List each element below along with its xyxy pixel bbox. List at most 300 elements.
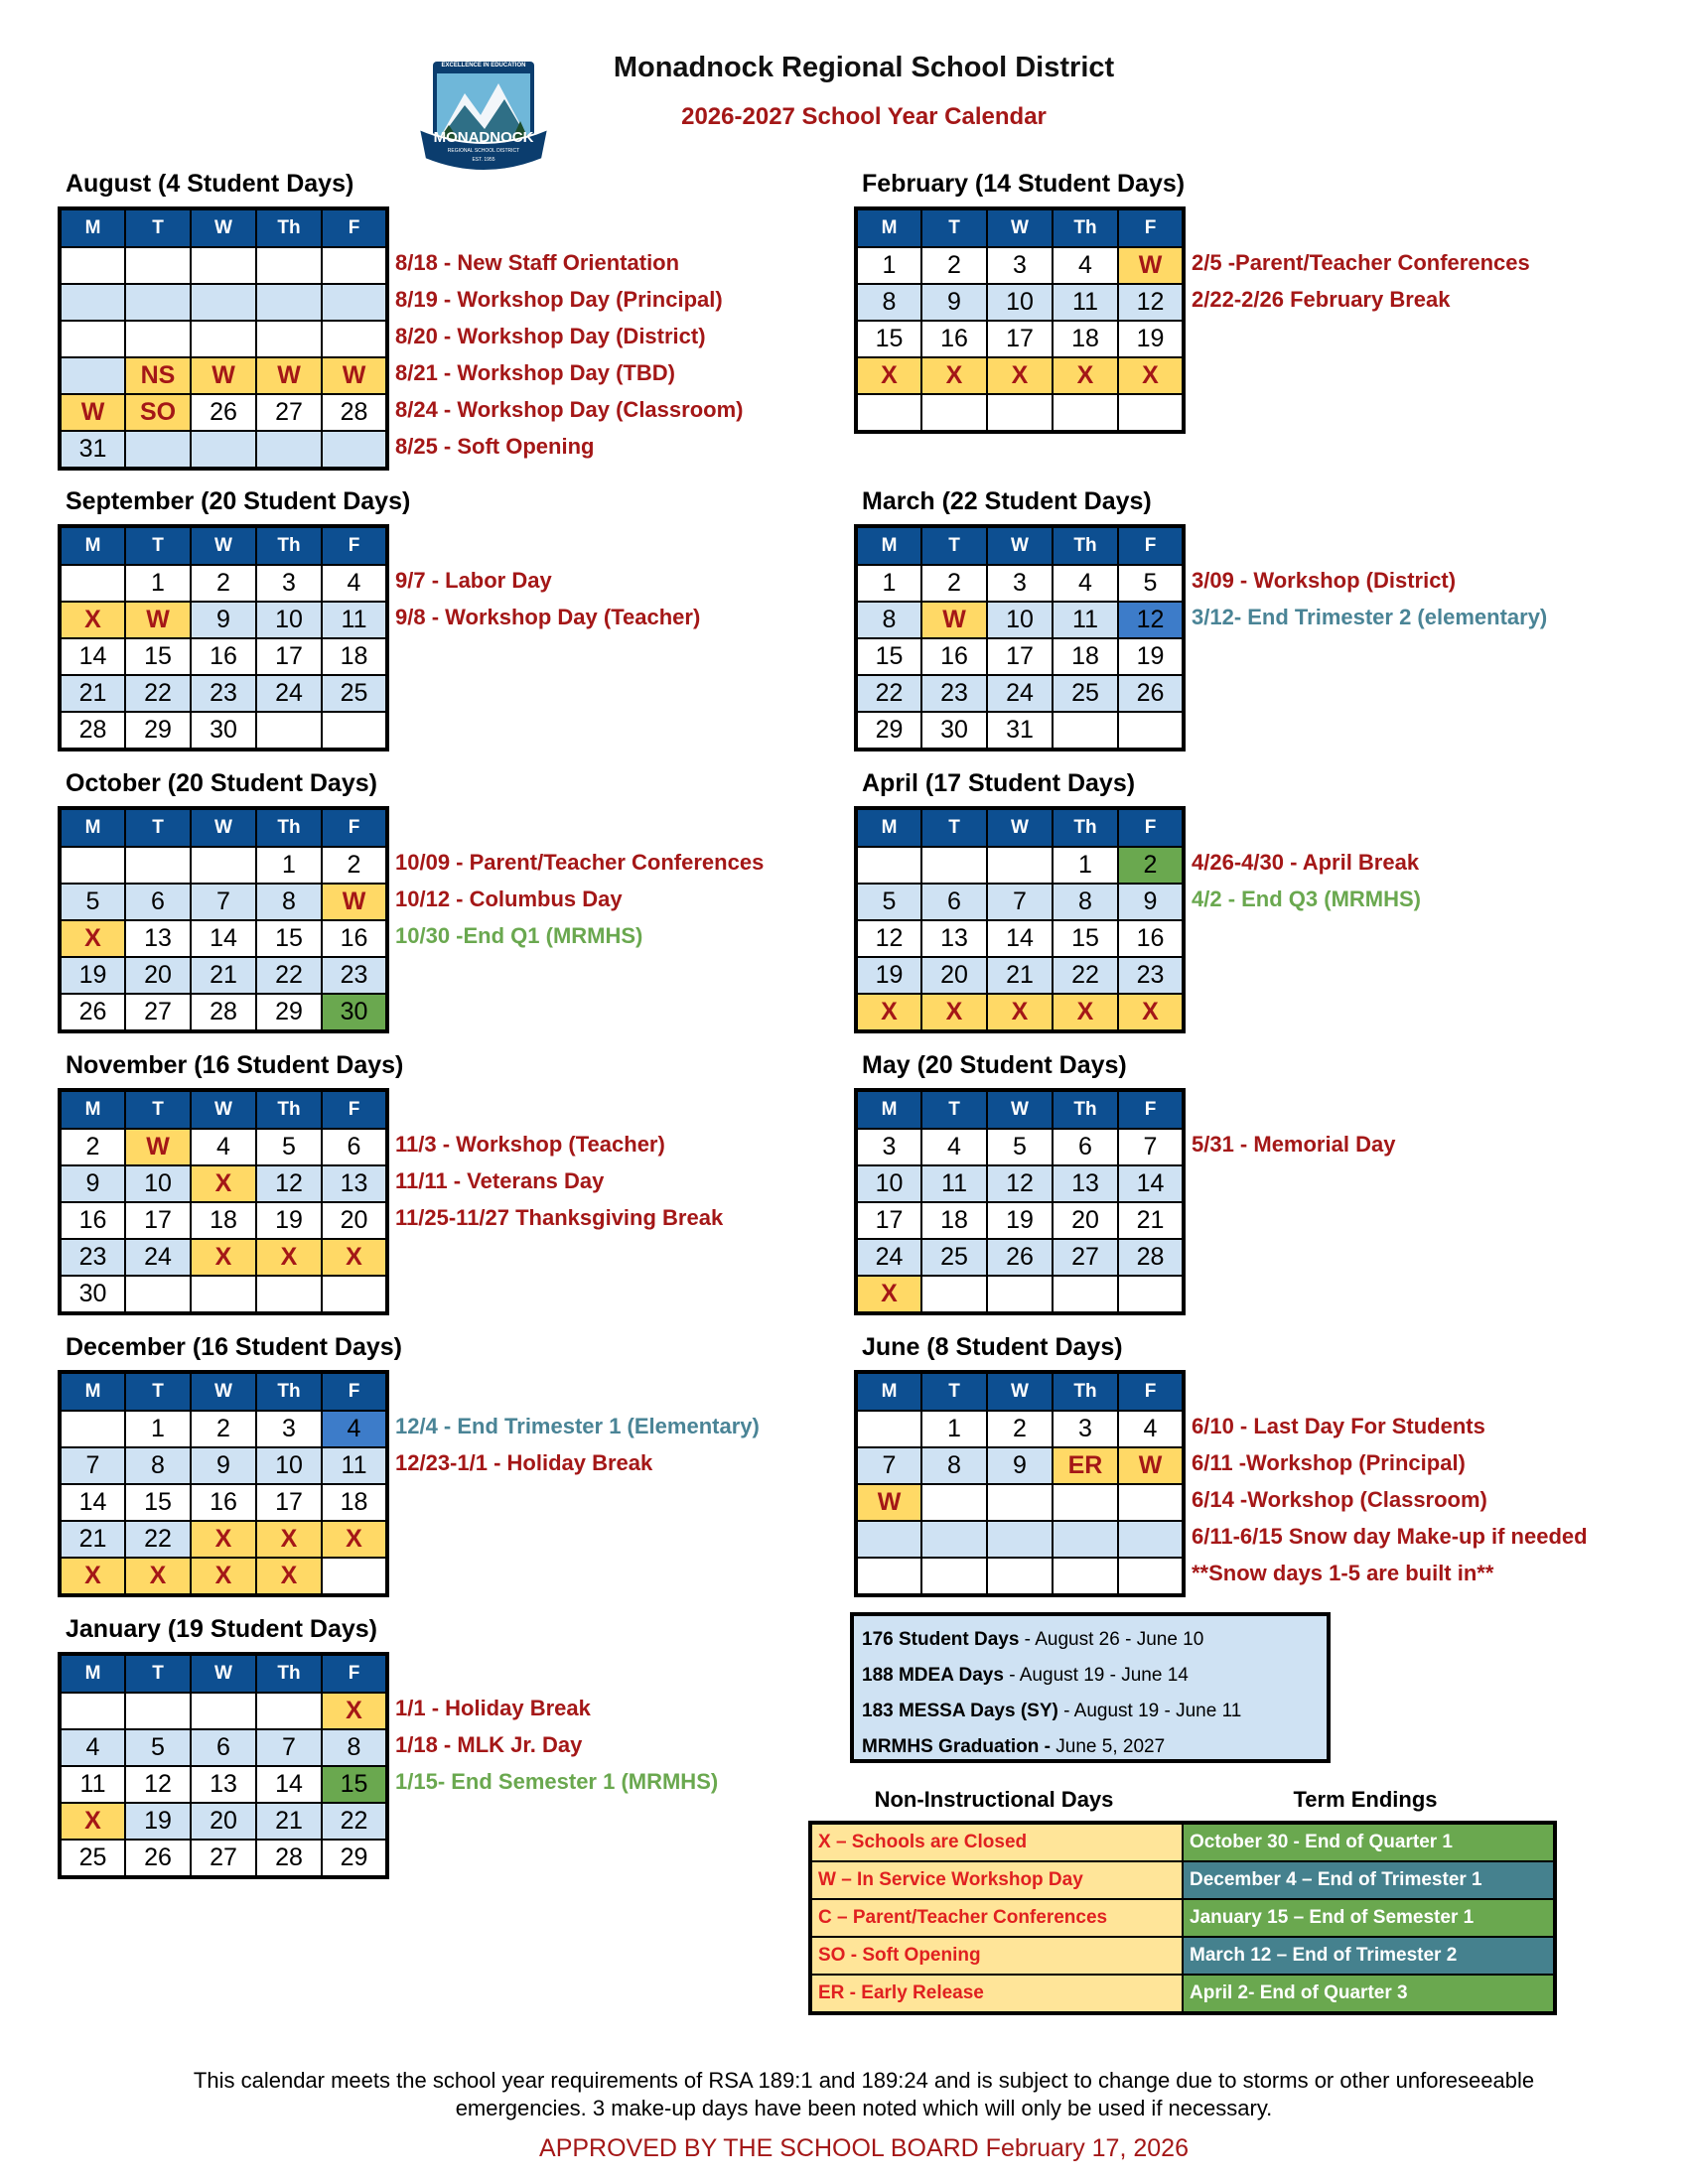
day-cell: 30: [191, 712, 256, 750]
calendar-june: [854, 1370, 1186, 1597]
day-cell: 20: [125, 957, 191, 994]
day-cell: 15: [322, 1766, 387, 1803]
weekday-header: Th: [1053, 1372, 1118, 1411]
week-row: [60, 602, 387, 638]
day-cell: 25: [60, 1840, 125, 1877]
day-cell: [256, 247, 322, 284]
logo-est: EST. 1955: [472, 157, 495, 163]
weekday-header: W: [191, 1654, 256, 1693]
weekday-header: F: [322, 1372, 387, 1411]
week-row: [60, 357, 387, 394]
week-row: [60, 920, 387, 957]
day-cell: 8: [256, 884, 322, 920]
day-cell: 3: [256, 565, 322, 602]
day-cell: 19: [856, 957, 921, 994]
day-cell: [322, 247, 387, 284]
day-cell: 4: [322, 565, 387, 602]
day-cell: 23: [60, 1239, 125, 1276]
day-cell: 26: [1118, 675, 1184, 712]
day-cell: [256, 321, 322, 357]
day-cell: X: [125, 1558, 191, 1595]
day-cell: X: [60, 1803, 125, 1840]
day-cell: 2: [921, 247, 987, 284]
month-note: 12/4 - End Trimester 1 (Elementary): [395, 1414, 760, 1438]
week-row: [856, 884, 1184, 920]
day-cell: 17: [987, 638, 1053, 675]
day-cell: X: [191, 1521, 256, 1558]
day-cell: 25: [921, 1239, 987, 1276]
day-cell: X: [1053, 994, 1118, 1031]
day-cell: [856, 1558, 921, 1595]
day-cell: [125, 431, 191, 469]
week-row: [856, 1129, 1184, 1165]
month-title-january: January (19 Student Days): [66, 1615, 377, 1643]
day-cell: 18: [1053, 638, 1118, 675]
weekday-header: W: [987, 526, 1053, 565]
month-title-february: February (14 Student Days): [862, 170, 1186, 198]
calendar-november: [58, 1088, 389, 1315]
day-cell: 19: [1118, 321, 1184, 357]
day-cell: NS: [125, 357, 191, 394]
day-cell: 22: [125, 1521, 191, 1558]
day-cell: 18: [322, 638, 387, 675]
day-cell: 19: [125, 1803, 191, 1840]
day-cell: 28: [191, 994, 256, 1031]
day-cell: [60, 357, 125, 394]
day-cell: [125, 1693, 191, 1729]
day-cell: 26: [60, 994, 125, 1031]
day-cell: 20: [322, 1202, 387, 1239]
day-cell: [921, 394, 987, 432]
day-cell: [256, 1693, 322, 1729]
day-cell: X: [60, 602, 125, 638]
day-cell: 20: [191, 1803, 256, 1840]
weekday-header: W: [191, 808, 256, 847]
month-title-june: June (8 Student Days): [862, 1333, 1123, 1361]
weekday-header: T: [921, 1090, 987, 1129]
day-cell: 1: [856, 247, 921, 284]
day-cell: [191, 1693, 256, 1729]
weekday-header: T: [921, 208, 987, 247]
day-cell: W: [256, 357, 322, 394]
footer-note: [0, 2067, 1688, 2122]
month-note: 8/25 - Soft Opening: [395, 434, 595, 459]
day-cell: 24: [856, 1239, 921, 1276]
weekday-header: M: [60, 526, 125, 565]
day-cell: 4: [1118, 1411, 1184, 1447]
week-row: [856, 394, 1184, 432]
weekday-header: M: [856, 1090, 921, 1129]
month-title-december: December (16 Student Days): [66, 1333, 403, 1361]
day-cell: [1118, 1276, 1184, 1313]
summary-line: 183 MESSA Days (SY) - August 19 - June 11: [862, 1701, 1242, 1721]
day-cell: 23: [921, 675, 987, 712]
calendar-march: [854, 524, 1186, 751]
day-cell: 4: [921, 1129, 987, 1165]
day-cell: 13: [322, 1165, 387, 1202]
day-cell: 26: [987, 1239, 1053, 1276]
day-cell: 16: [921, 321, 987, 357]
day-cell: 30: [60, 1276, 125, 1313]
weekday-header: W: [987, 208, 1053, 247]
day-cell: [921, 1558, 987, 1595]
day-cell: 6: [322, 1129, 387, 1165]
day-cell: 16: [1118, 920, 1184, 957]
day-cell: W: [856, 1484, 921, 1521]
day-cell: 21: [60, 1521, 125, 1558]
weekday-header: W: [987, 808, 1053, 847]
day-cell: 22: [856, 675, 921, 712]
week-row: [60, 712, 387, 750]
day-cell: 3: [987, 247, 1053, 284]
weekday-header: T: [125, 208, 191, 247]
day-cell: 9: [191, 602, 256, 638]
calendar-august: [58, 206, 389, 471]
day-cell: [1053, 1521, 1118, 1558]
day-cell: 1: [125, 1411, 191, 1447]
weekday-header: M: [60, 1372, 125, 1411]
calendar-september: [58, 524, 389, 751]
day-cell: 30: [322, 994, 387, 1031]
day-cell: 12: [987, 1165, 1053, 1202]
day-cell: 7: [256, 1729, 322, 1766]
week-row: [60, 994, 387, 1031]
month-note: 1/15- End Semester 1 (MRMHS): [395, 1769, 719, 1794]
day-cell: X: [60, 920, 125, 957]
approval-line: APPROVED BY THE SCHOOL BOARD February 17, 2026: [539, 2134, 1189, 2162]
day-cell: 8: [856, 284, 921, 321]
day-cell: 6: [921, 884, 987, 920]
day-cell: [856, 394, 921, 432]
day-cell: [856, 1411, 921, 1447]
week-row: [60, 1202, 387, 1239]
month-note: **Snow days 1-5 are built in**: [1192, 1561, 1494, 1585]
week-row: [856, 1484, 1184, 1521]
day-cell: X: [322, 1239, 387, 1276]
week-row: [60, 847, 387, 884]
day-cell: W: [921, 602, 987, 638]
weekday-header: F: [322, 1654, 387, 1693]
day-cell: 24: [987, 675, 1053, 712]
day-cell: 26: [125, 1840, 191, 1877]
summary-box: [850, 1612, 1331, 1763]
day-cell: X: [1053, 357, 1118, 394]
weekday-header: T: [125, 1090, 191, 1129]
day-cell: [191, 247, 256, 284]
month-title-may: May (20 Student Days): [862, 1051, 1127, 1079]
weekday-header: T: [125, 526, 191, 565]
weekday-header: F: [1118, 1372, 1184, 1411]
term-sem1: January 15 – End of Semester 1: [1183, 1899, 1555, 1937]
weekday-header: F: [1118, 526, 1184, 565]
day-cell: [256, 284, 322, 321]
day-cell: 2: [1118, 847, 1184, 884]
week-row: [60, 1484, 387, 1521]
week-row: [856, 357, 1184, 394]
week-row: [856, 602, 1184, 638]
week-row: [856, 1239, 1184, 1276]
week-row: [60, 284, 387, 321]
month-note: 6/14 -Workshop (Classroom): [1192, 1487, 1487, 1512]
day-cell: 2: [921, 565, 987, 602]
day-cell: 6: [191, 1729, 256, 1766]
day-cell: 18: [191, 1202, 256, 1239]
day-cell: 1: [1053, 847, 1118, 884]
week-row: [856, 565, 1184, 602]
weekday-header: Th: [1053, 526, 1118, 565]
day-cell: 1: [256, 847, 322, 884]
weekday-header: Th: [1053, 808, 1118, 847]
weekday-header: T: [125, 808, 191, 847]
day-cell: 1: [921, 1411, 987, 1447]
footer-line-1: This calendar meets the school year requirements of RSA 189:1 and 189:24 and is subject to change due to storms or other unforeseeable: [193, 2068, 1535, 2093]
week-row: [856, 920, 1184, 957]
day-cell: 27: [125, 994, 191, 1031]
day-cell: [856, 1521, 921, 1558]
day-cell: [256, 1276, 322, 1313]
day-cell: W: [1118, 247, 1184, 284]
week-row: [60, 1276, 387, 1313]
day-cell: [60, 847, 125, 884]
summary-line: 188 MDEA Days - August 19 - June 14: [862, 1665, 1189, 1686]
day-cell: [256, 431, 322, 469]
week-row: [856, 1558, 1184, 1595]
day-cell: [1053, 1558, 1118, 1595]
calendar-february: [854, 206, 1186, 434]
legend-table: [808, 1821, 1557, 2015]
weekday-header: F: [1118, 1090, 1184, 1129]
day-cell: 21: [1118, 1202, 1184, 1239]
day-cell: [921, 1521, 987, 1558]
day-cell: SO: [125, 394, 191, 431]
day-cell: 3: [987, 565, 1053, 602]
weekday-header: M: [60, 208, 125, 247]
legend-closed: X – Schools are Closed: [810, 1823, 1183, 1861]
day-cell: [1118, 1484, 1184, 1521]
weekday-header: M: [60, 1090, 125, 1129]
day-cell: 6: [1053, 1129, 1118, 1165]
weekday-header: F: [322, 526, 387, 565]
footer-line-2: emergencies. 3 make-up days have been noted which will only be used if necessary.: [455, 2096, 1273, 2120]
day-cell: [60, 565, 125, 602]
day-cell: X: [856, 357, 921, 394]
month-note: 10/30 -End Q1 (MRMHS): [395, 923, 643, 948]
day-cell: [1053, 394, 1118, 432]
day-cell: 11: [1053, 284, 1118, 321]
weekday-header: W: [191, 1372, 256, 1411]
month-title-october: October (20 Student Days): [66, 769, 377, 797]
day-cell: 15: [256, 920, 322, 957]
day-cell: W: [322, 884, 387, 920]
day-cell: 9: [921, 284, 987, 321]
month-note: 8/18 - New Staff Orientation: [395, 250, 680, 275]
day-cell: 13: [191, 1766, 256, 1803]
day-cell: 10: [125, 1165, 191, 1202]
day-cell: 4: [1053, 247, 1118, 284]
day-cell: 21: [60, 675, 125, 712]
day-cell: [125, 847, 191, 884]
month-note: 8/24 - Workshop Day (Classroom): [395, 397, 744, 422]
month-note: 8/21 - Workshop Day (TBD): [395, 360, 675, 385]
weekday-header: W: [987, 1372, 1053, 1411]
calendar-may: [854, 1088, 1186, 1315]
week-row: [60, 884, 387, 920]
day-cell: 9: [987, 1447, 1053, 1484]
day-cell: 3: [856, 1129, 921, 1165]
day-cell: X: [322, 1693, 387, 1729]
weekday-header: Th: [1053, 1090, 1118, 1129]
day-cell: 22: [125, 675, 191, 712]
month-title-november: November (16 Student Days): [66, 1051, 404, 1079]
day-cell: 7: [987, 884, 1053, 920]
month-note: 11/11 - Veterans Day: [395, 1168, 605, 1193]
weekday-header: Th: [256, 1090, 322, 1129]
day-cell: [60, 1693, 125, 1729]
day-cell: 25: [322, 675, 387, 712]
week-row: [856, 994, 1184, 1031]
week-row: [60, 1129, 387, 1165]
week-row: [60, 431, 387, 469]
day-cell: [921, 847, 987, 884]
summary-line: MRMHS Graduation - June 5, 2027: [862, 1736, 1166, 1757]
day-cell: 24: [256, 675, 322, 712]
day-cell: 10: [987, 284, 1053, 321]
day-cell: 12: [856, 920, 921, 957]
month-note: 10/09 - Parent/Teacher Conferences: [395, 850, 765, 875]
day-cell: [256, 712, 322, 750]
day-cell: 5: [987, 1129, 1053, 1165]
day-cell: 28: [322, 394, 387, 431]
weekday-header: Th: [1053, 208, 1118, 247]
week-row: [60, 1693, 387, 1729]
month-note: 6/11-6/15 Snow day Make-up if needed: [1192, 1524, 1588, 1549]
legend-conferences: C – Parent/Teacher Conferences: [810, 1899, 1183, 1937]
day-cell: 8: [856, 602, 921, 638]
day-cell: 21: [987, 957, 1053, 994]
week-row: [856, 957, 1184, 994]
noninstructional-title: Non-Instructional Days: [874, 1787, 1114, 1812]
month-note: 11/3 - Workshop (Teacher): [395, 1132, 665, 1157]
week-row: [60, 247, 387, 284]
day-cell: 15: [1053, 920, 1118, 957]
day-cell: 31: [987, 712, 1053, 750]
page-subtitle: 2026-2027 School Year Calendar: [681, 103, 1047, 130]
week-row: [60, 1411, 387, 1447]
day-cell: W: [1118, 1447, 1184, 1484]
day-cell: 21: [191, 957, 256, 994]
day-cell: 12: [1118, 602, 1184, 638]
week-row: [60, 1447, 387, 1484]
day-cell: ER: [1053, 1447, 1118, 1484]
day-cell: X: [191, 1239, 256, 1276]
day-cell: 15: [856, 638, 921, 675]
day-cell: 15: [856, 321, 921, 357]
month-note: 9/8 - Workshop Day (Teacher): [395, 605, 701, 629]
day-cell: [125, 284, 191, 321]
day-cell: [125, 247, 191, 284]
day-cell: 5: [256, 1129, 322, 1165]
weekday-header: T: [921, 526, 987, 565]
day-cell: 29: [856, 712, 921, 750]
day-cell: X: [987, 357, 1053, 394]
day-cell: X: [191, 1558, 256, 1595]
day-cell: [322, 431, 387, 469]
day-cell: 16: [60, 1202, 125, 1239]
day-cell: 5: [1118, 565, 1184, 602]
day-cell: [1053, 712, 1118, 750]
day-cell: 13: [1053, 1165, 1118, 1202]
day-cell: [191, 431, 256, 469]
day-cell: 5: [60, 884, 125, 920]
month-note: 3/09 - Workshop (District): [1192, 568, 1457, 593]
day-cell: 5: [125, 1729, 191, 1766]
week-row: [60, 675, 387, 712]
day-cell: 12: [125, 1766, 191, 1803]
day-cell: [125, 1276, 191, 1313]
day-cell: X: [921, 994, 987, 1031]
weekday-header: Th: [256, 1654, 322, 1693]
day-cell: 2: [191, 565, 256, 602]
weekday-header: W: [191, 526, 256, 565]
day-cell: [322, 712, 387, 750]
day-cell: 7: [60, 1447, 125, 1484]
month-note: 2/22-2/26 February Break: [1192, 287, 1451, 312]
day-cell: 3: [256, 1411, 322, 1447]
day-cell: 11: [322, 602, 387, 638]
day-cell: [191, 321, 256, 357]
month-note: 12/23-1/1 - Holiday Break: [395, 1450, 653, 1475]
weekday-header: Th: [256, 808, 322, 847]
day-cell: [322, 1276, 387, 1313]
day-cell: 12: [256, 1165, 322, 1202]
week-row: [856, 847, 1184, 884]
week-row: [60, 1521, 387, 1558]
logo-sub: REGIONAL SCHOOL DISTRICT: [447, 148, 520, 154]
day-cell: 17: [856, 1202, 921, 1239]
weekday-header: M: [60, 808, 125, 847]
day-cell: W: [322, 357, 387, 394]
logo-name: MONADNOCK: [433, 129, 534, 146]
day-cell: 14: [256, 1766, 322, 1803]
term-tri1: December 4 – End of Trimester 1: [1183, 1861, 1555, 1899]
week-row: [60, 1239, 387, 1276]
day-cell: 4: [191, 1129, 256, 1165]
term-q1: October 30 - End of Quarter 1: [1183, 1823, 1555, 1861]
calendar-january: [58, 1652, 389, 1879]
weekday-header: M: [60, 1654, 125, 1693]
weekday-header: F: [322, 808, 387, 847]
weekday-header: T: [125, 1372, 191, 1411]
day-cell: 10: [856, 1165, 921, 1202]
week-row: [856, 284, 1184, 321]
day-cell: 9: [60, 1165, 125, 1202]
day-cell: 11: [60, 1766, 125, 1803]
day-cell: X: [1118, 994, 1184, 1031]
day-cell: 17: [256, 638, 322, 675]
day-cell: 8: [125, 1447, 191, 1484]
day-cell: 28: [1118, 1239, 1184, 1276]
weekday-header: Th: [256, 1372, 322, 1411]
day-cell: [125, 321, 191, 357]
legend-early-release: ER - Early Release: [810, 1975, 1183, 2013]
day-cell: 26: [191, 394, 256, 431]
day-cell: [1118, 712, 1184, 750]
weekday-header: T: [125, 1654, 191, 1693]
month-note: 9/7 - Labor Day: [395, 568, 552, 593]
day-cell: 11: [322, 1447, 387, 1484]
day-cell: 31: [60, 431, 125, 469]
day-cell: 22: [322, 1803, 387, 1840]
